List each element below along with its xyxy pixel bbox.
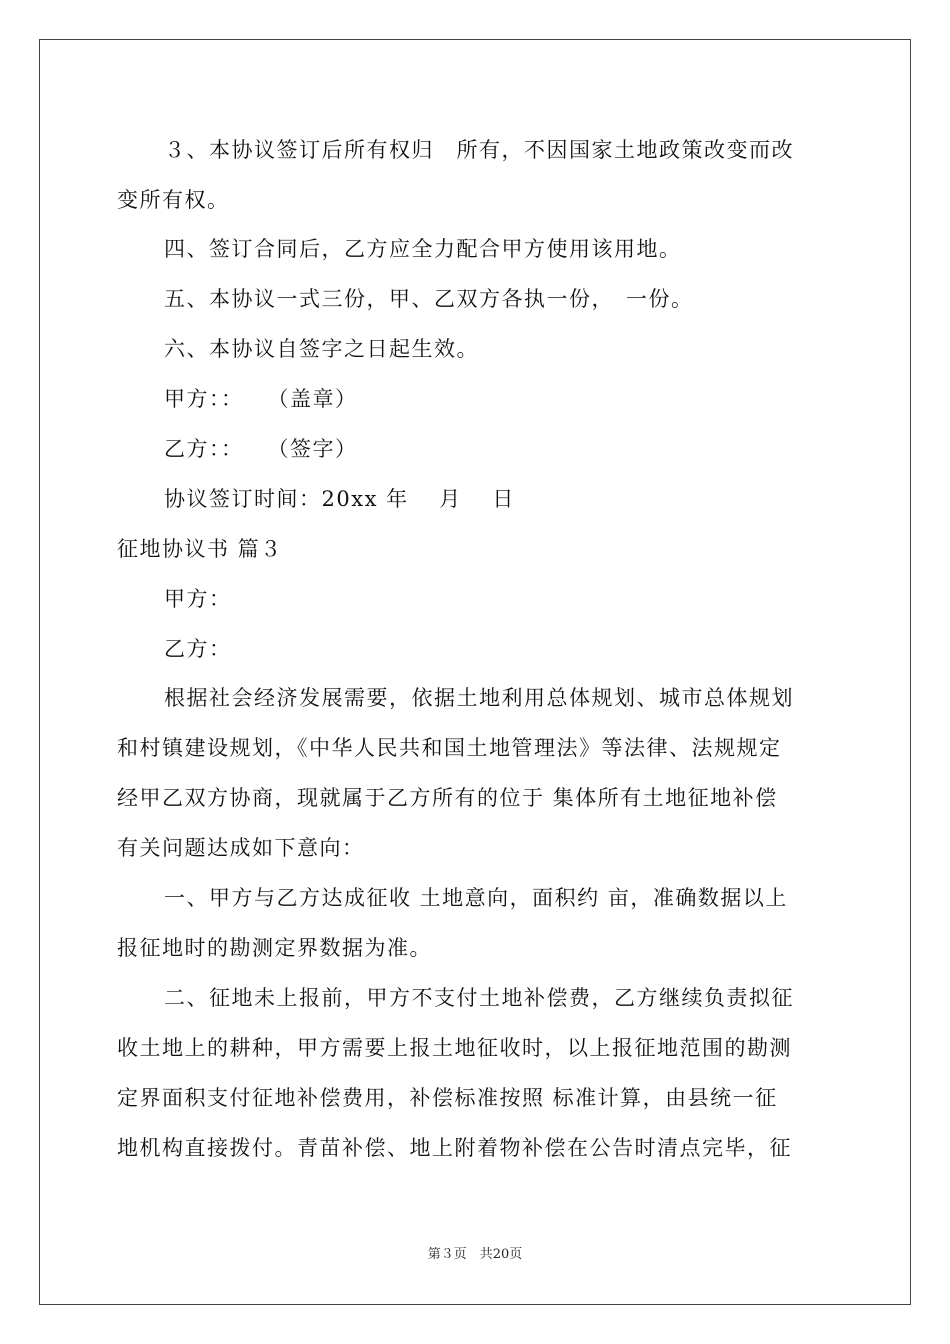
- section-heading: 征地协议书 篇３: [117, 537, 283, 561]
- paragraph-line: 地机构直接拨付。青苗补偿、地上附着物补偿在公告时清点完毕，征: [117, 1136, 792, 1160]
- party-b-line: 乙方：: [164, 637, 232, 661]
- signature-line-party-a: 甲方：： （盖章）: [164, 387, 358, 411]
- page-number-footer: 第３页 共20页: [427, 1247, 523, 1262]
- paragraph-line: 定界面积支付征地补偿费用，补偿标准按照 标准计算，由县统一征: [117, 1086, 778, 1110]
- party-a-line: 甲方：: [164, 587, 232, 611]
- paragraph-line: 四、签订合同后，乙方应全力配合甲方使用该用地。: [164, 237, 682, 261]
- page-border: [39, 39, 911, 1305]
- paragraph-line: 收土地上的耕种，甲方需要上报土地征收时，以上报征地范围的勘测: [117, 1036, 792, 1060]
- paragraph-line: 二、征地未上报前，甲方不支付土地补偿费，乙方继续负责拟征: [164, 986, 794, 1010]
- paragraph-line: 六、本协议自签字之日起生效。: [164, 337, 479, 361]
- signature-line-party-b: 乙方：： （签字）: [164, 437, 358, 461]
- paragraph-line: ３、本协议签订后所有权归 所有，不因国家土地政策改变而改: [164, 138, 794, 162]
- signing-date-line: 协议签订时间：20xx 年 月 日: [164, 487, 515, 511]
- paragraph-line: 根据社会经济发展需要，依据土地利用总体规划、城市总体规划: [164, 686, 794, 710]
- paragraph-line: 和村镇建设规划，《中华人民共和国土地管理法》等法律、法规规定: [117, 736, 782, 760]
- paragraph-line: 经甲乙双方协商，现就属于乙方所有的位于 集体所有土地征地补偿: [117, 786, 778, 810]
- paragraph-line: 有关问题达成如下意向：: [117, 836, 365, 860]
- paragraph-line: 一、甲方与乙方达成征收 土地意向，面积约 亩，准确数据以上: [164, 886, 788, 910]
- paragraph-line: 变所有权。: [117, 188, 230, 212]
- paragraph-line: 报征地时的勘测定界数据为准。: [117, 936, 432, 960]
- paragraph-line: 五、本协议一式三份，甲、乙双方各执一份， 一份。: [164, 287, 694, 311]
